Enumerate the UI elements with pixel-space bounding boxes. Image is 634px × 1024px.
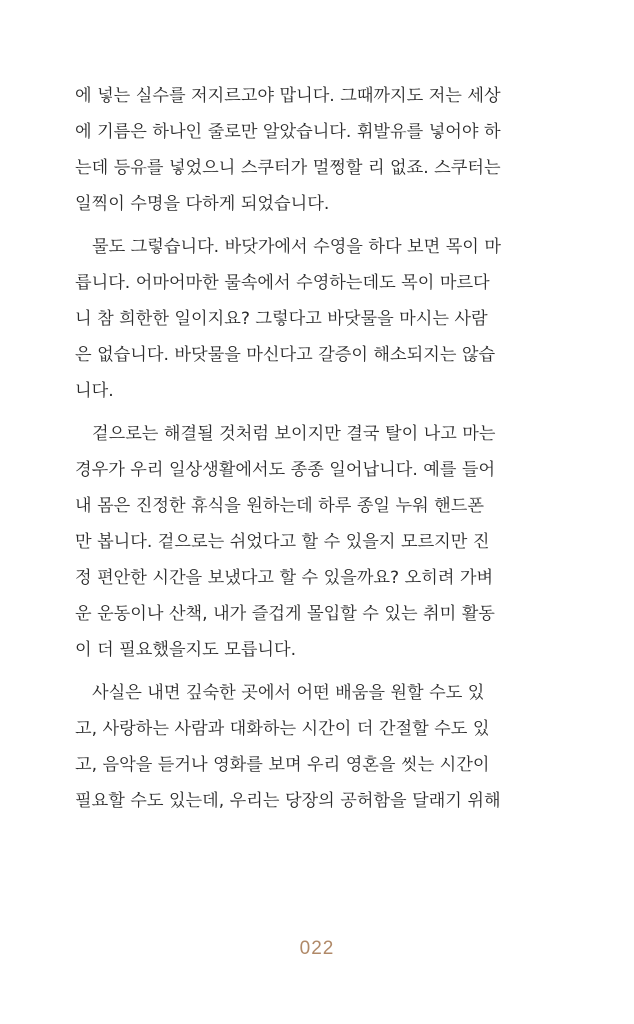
- text-line: 니 참 희한한 일이지요? 그렇다고 바닷물을 마시는 사람: [75, 309, 488, 329]
- text-line: 니다.: [75, 381, 114, 401]
- text-line: 에 기름은 하나인 줄로만 알았습니다. 휘발유를 넣어야 하: [75, 122, 501, 142]
- text-line: 는데 등유를 넣었으니 스쿠터가 멀쩡할 리 없죠. 스쿠터는: [75, 158, 501, 178]
- paragraph-gap: [75, 222, 495, 229]
- text-line: 이 더 필요했을지도 모릅니다.: [75, 640, 297, 660]
- text-line: 에 넣는 실수를 저지르고야 맙니다. 그때까지도 저는 세상: [75, 86, 501, 106]
- text-line: 일찍이 수명을 다하게 되었습니다.: [75, 194, 330, 214]
- text-line: 사실은 내면 깊숙한 곳에서 어떤 배움을 원할 수도 있: [92, 683, 485, 703]
- text-line: 고, 음악을 듣거나 영화를 보며 우리 영혼을 씻는 시간이: [75, 755, 490, 775]
- text-line: 물도 그렇습니다. 바닷가에서 수영을 하다 보면 목이 마: [92, 237, 501, 257]
- paragraph: [75, 78, 501, 222]
- text-line: 정 편안한 시간을 보냈다고 할 수 있을까요? 오히려 가벼: [75, 568, 494, 588]
- text-line: 경우가 우리 일상생활에서도 종종 일어납니다. 예를 들어: [75, 460, 496, 480]
- page-number: 022: [299, 938, 335, 959]
- text-line: 필요할 수도 있는데, 우리는 당장의 공허함을 달래기 위해: [75, 791, 501, 811]
- text-line: 만 봅니다. 겉으로는 쉬었다고 할 수 있을지 모르지만 진: [75, 532, 490, 552]
- text-line: 내 몸은 진정한 휴식을 원하는데 하루 종일 누워 핸드폰: [75, 496, 484, 516]
- paragraph: [75, 229, 501, 409]
- text-line: 은 없습니다. 바닷물을 마신다고 갈증이 해소되지는 않습: [75, 345, 496, 365]
- paragraph: [75, 675, 501, 819]
- body-text: [75, 78, 501, 819]
- paragraph: [75, 416, 495, 668]
- text-line: 운 운동이나 산책, 내가 즐겁게 몰입할 수 있는 취미 활동: [75, 604, 495, 624]
- text-line: 겉으로는 해결될 것처럼 보이지만 결국 탈이 나고 마는: [92, 424, 496, 444]
- text-line: 릅니다. 어마어마한 물속에서 수영하는데도 목이 마르다: [75, 273, 490, 293]
- paragraph-gap: [75, 409, 495, 416]
- text-line: 고, 사랑하는 사람과 대화하는 시간이 더 간절할 수도 있: [75, 719, 490, 739]
- paragraph-gap: [75, 668, 495, 675]
